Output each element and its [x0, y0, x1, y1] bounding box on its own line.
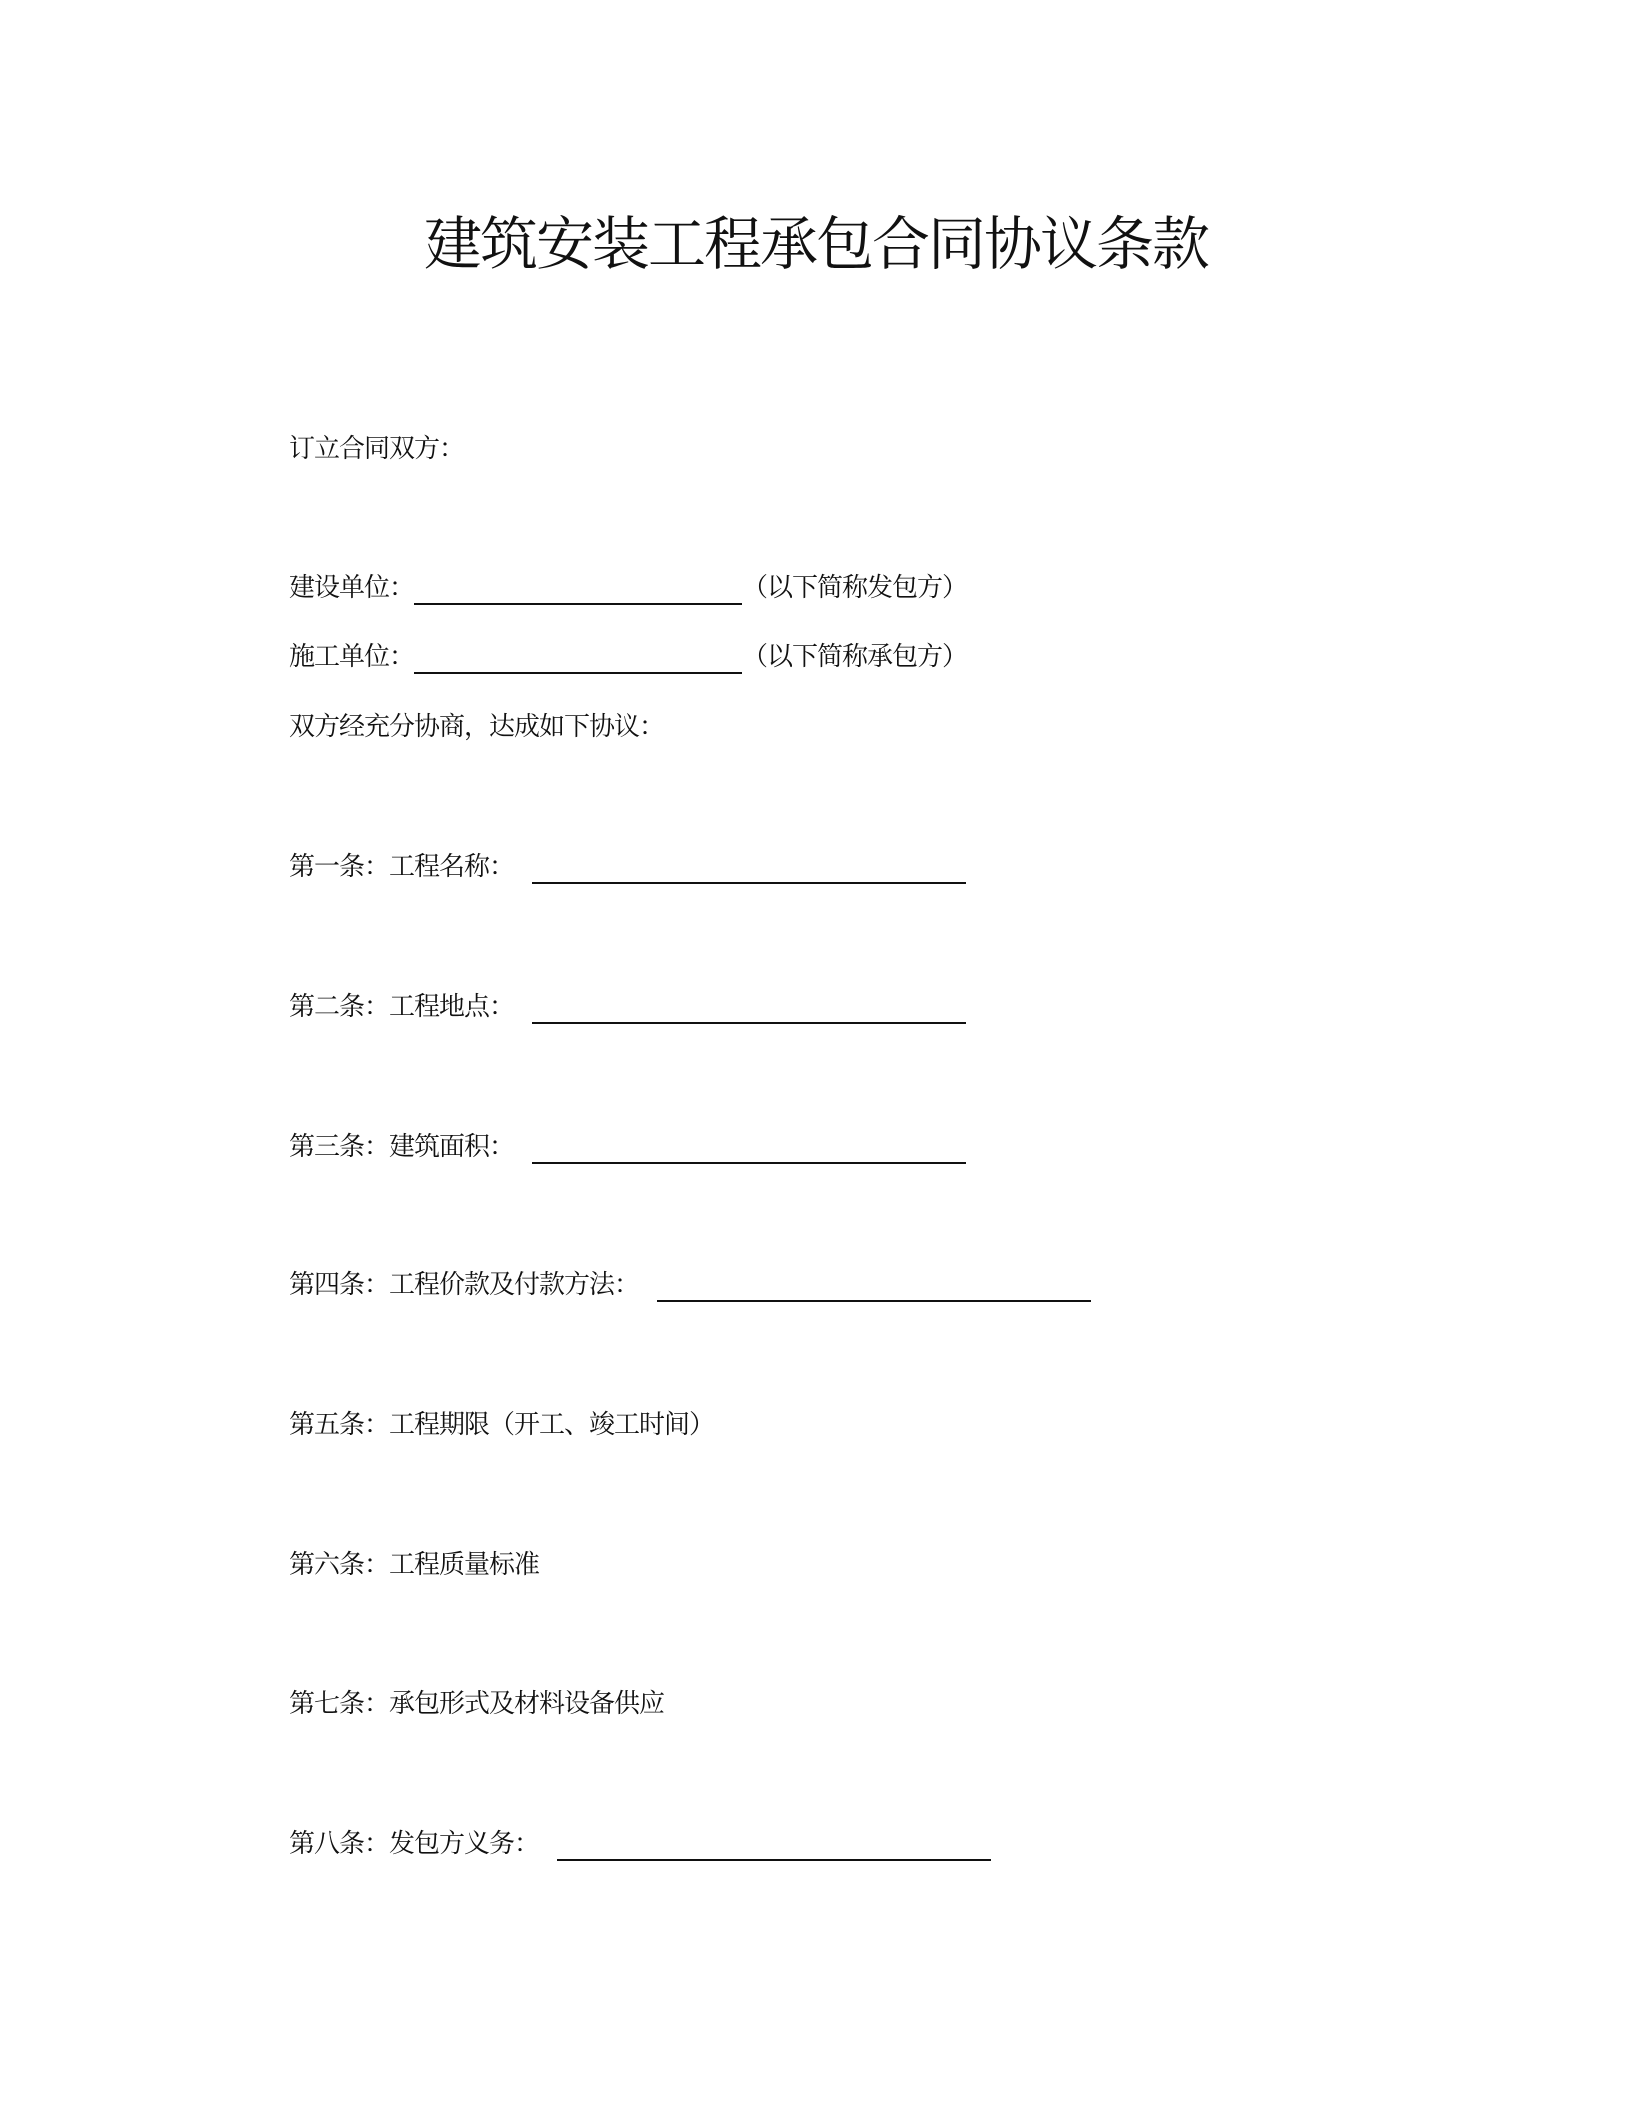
article-1-blank[interactable]	[532, 858, 966, 884]
article-3-blank[interactable]	[532, 1138, 966, 1164]
party-b-row	[289, 640, 967, 674]
article-label: 第二条：工程地点：	[289, 992, 515, 1022]
party-a-label: 建设单位：	[289, 573, 415, 603]
article-4-blank[interactable]	[657, 1276, 1091, 1302]
article-label: 第八条：发包方义务：	[289, 1829, 540, 1859]
article-3	[289, 1130, 966, 1164]
article-1	[289, 850, 966, 884]
party-b-note: （以下简称承包方）	[742, 642, 968, 672]
article-8	[289, 1827, 991, 1861]
article-label: 第三条：建筑面积：	[289, 1132, 515, 1162]
party-a-blank[interactable]	[414, 579, 742, 605]
agreement-intro: 双方经充分协商，达成如下协议：	[289, 712, 665, 742]
article-6: 第六条：工程质量标准	[289, 1550, 540, 1580]
article-2	[289, 990, 966, 1024]
parties-heading: 订立合同双方：	[289, 434, 465, 464]
article-4	[289, 1268, 1091, 1302]
party-a-note: （以下简称发包方）	[742, 573, 968, 603]
article-5: 第五条：工程期限（开工、竣工时间）	[289, 1410, 715, 1440]
party-b-blank[interactable]	[414, 648, 742, 674]
article-label: 第一条：工程名称：	[289, 852, 515, 882]
party-a-row	[289, 571, 967, 605]
article-label: 第四条：工程价款及付款方法：	[289, 1270, 640, 1300]
article-8-blank[interactable]	[557, 1835, 991, 1861]
article-7: 第七条：承包形式及材料设备供应	[289, 1689, 665, 1719]
document-title: 建筑安装工程承包合同协议条款	[423, 210, 1208, 278]
party-b-label: 施工单位：	[289, 642, 415, 672]
article-2-blank[interactable]	[532, 998, 966, 1024]
